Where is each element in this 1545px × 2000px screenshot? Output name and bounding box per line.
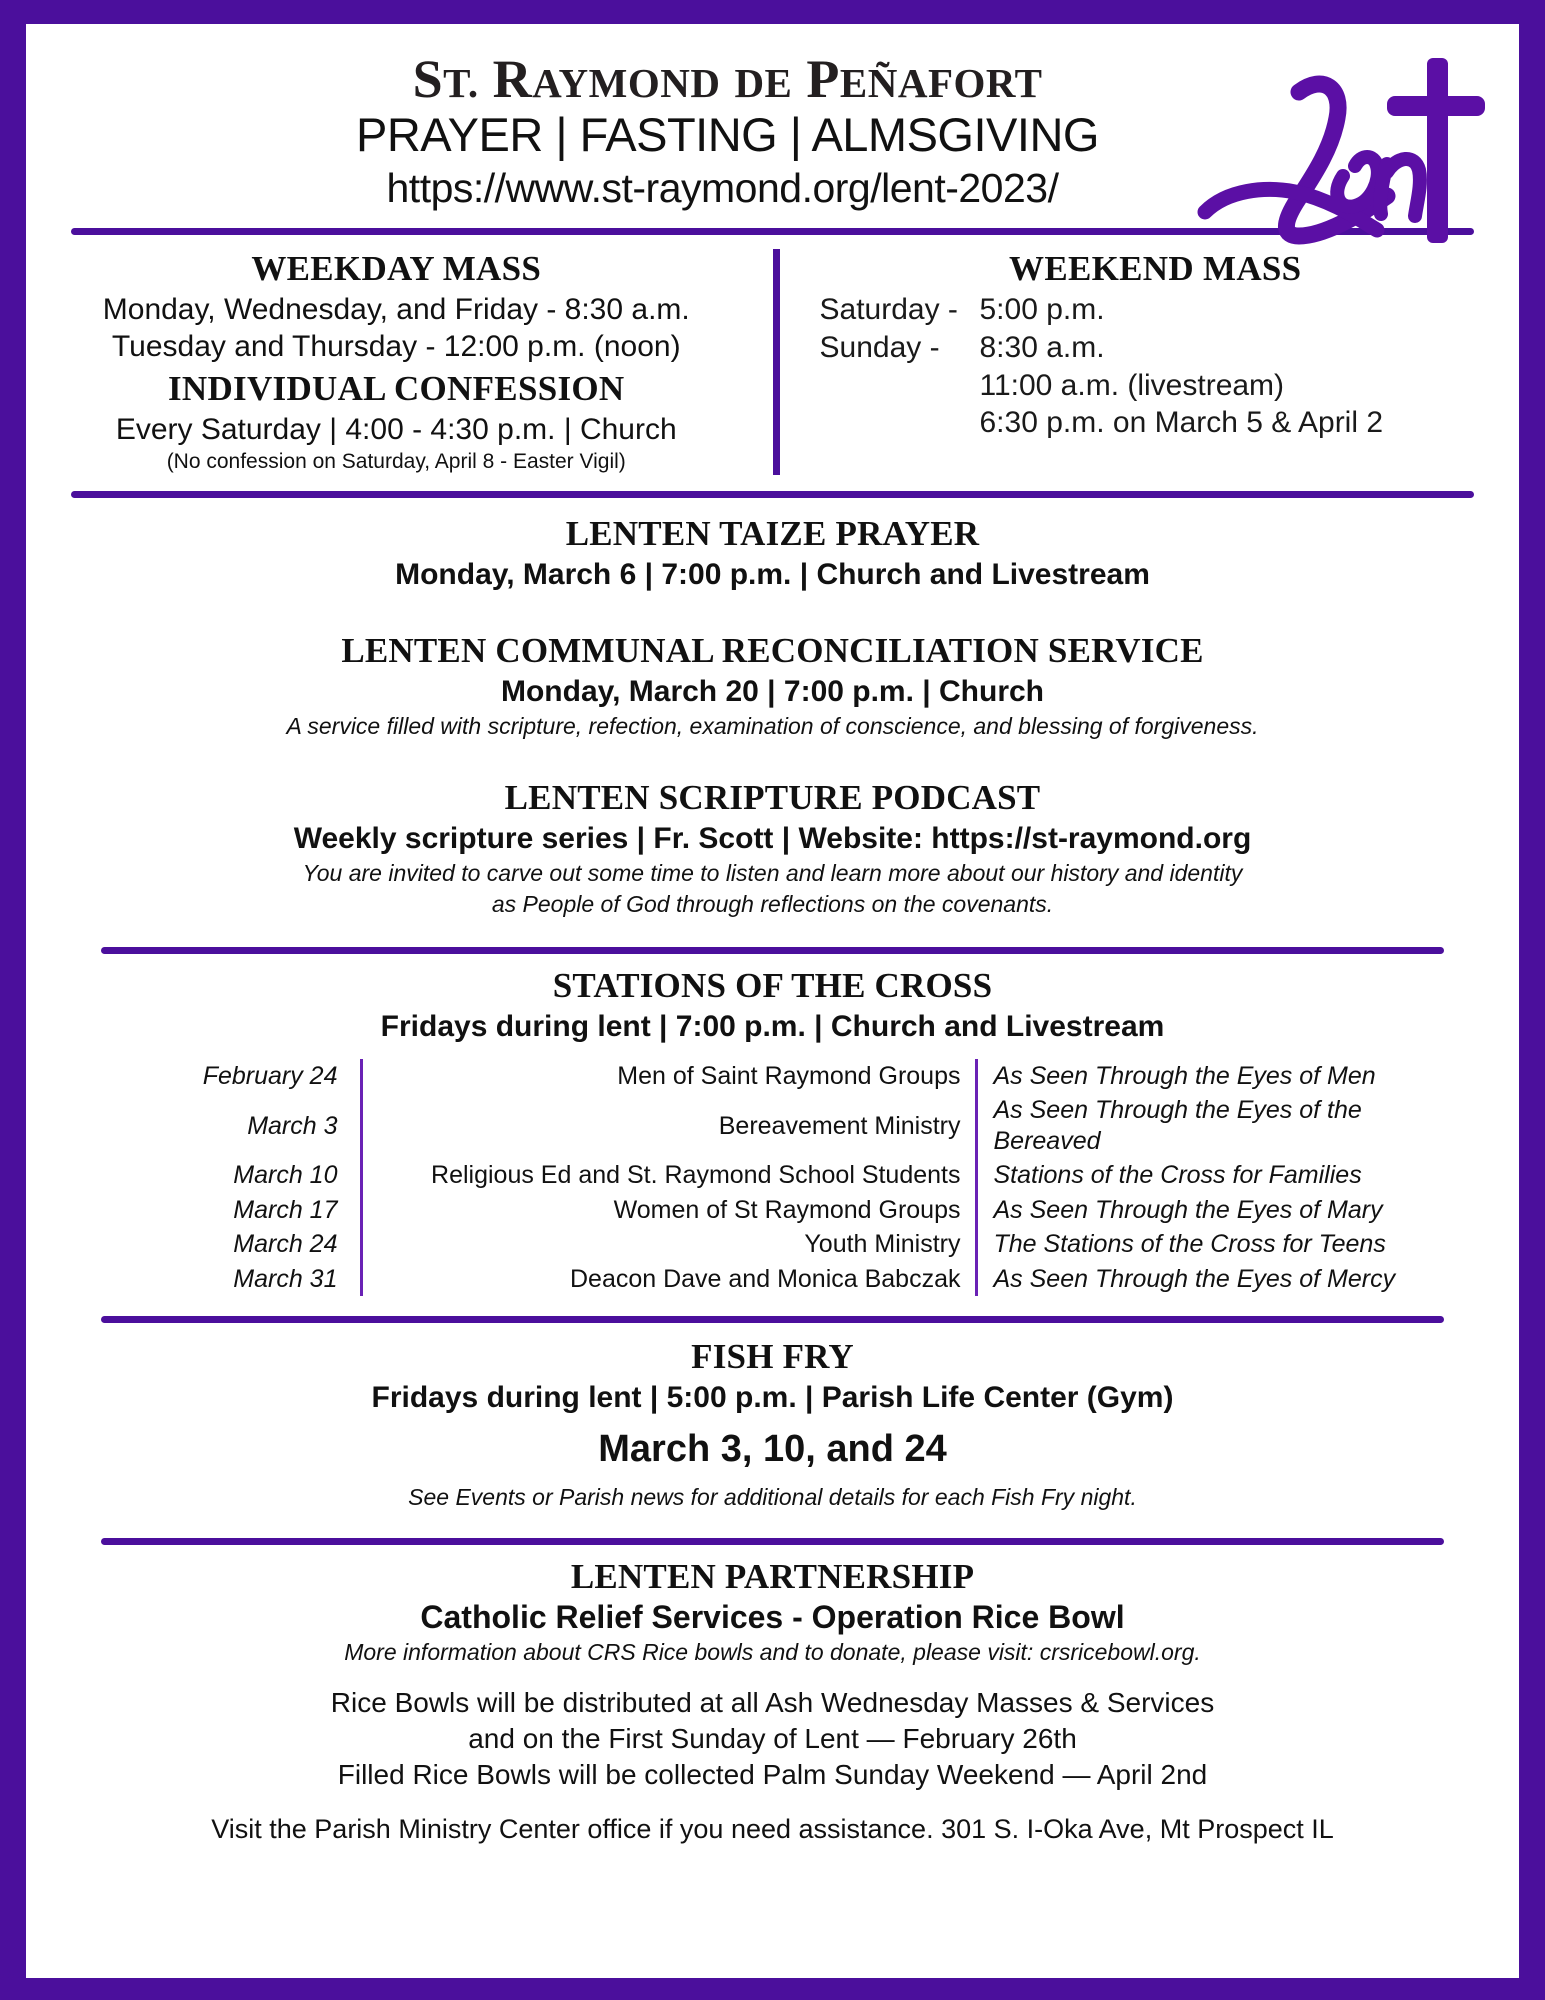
weekend-mass-heading: WEEKEND MASS — [1009, 248, 1302, 288]
stations-theme: As Seen Through the Eyes of the Bereaved — [976, 1093, 1418, 1158]
flyer-sheet — [26, 24, 1519, 1978]
stations-date: March 17 — [233, 1195, 338, 1224]
event-note: You are invited to carve out some time to listen and learn more about our history and identity — [302, 860, 1243, 887]
stations-group: Deacon Dave and Monica Babczak — [361, 1262, 976, 1297]
partnership-line: Filled Rice Bowls will be collected Palm Sunday Weekend — April 2nd — [337, 1758, 1208, 1790]
stations-group: Youth Ministry — [361, 1227, 976, 1262]
divider-fishfry — [101, 1538, 1445, 1545]
weekend-mass-row — [820, 291, 1510, 329]
confession-note: (No confession on Saturday, April 8 - Easter Vigil) — [166, 450, 626, 474]
stations-subtitle: Fridays during lent | 7:00 p.m. | Church and Livestream — [380, 1009, 1165, 1043]
spacer — [66, 593, 1479, 631]
weekend-mass-column — [773, 249, 1510, 475]
weekend-mass-time: 6:30 p.m. on March 5 & April 2 — [979, 406, 1384, 440]
partnership-footer: Visit the Parish Ministry Center office if you need assistance. 301 S. I-Oka Ave, Mt Prospect IL — [211, 1814, 1334, 1845]
fish-fry-title: FISH FRY — [691, 1337, 854, 1377]
table-row — [128, 1262, 1418, 1297]
divider-stations — [101, 1316, 1445, 1323]
stations-theme: As Seen Through the Eyes of Mary — [976, 1193, 1418, 1228]
weekday-mass-heading: WEEKDAY MASS — [251, 248, 542, 288]
table-row — [128, 1227, 1418, 1262]
stations-group: Religious Ed and St. Raymond School Students — [361, 1158, 976, 1193]
event-title: LENTEN COMMUNAL RECONCILIATION SERVICE — [341, 630, 1204, 670]
partnership-line: and on the First Sunday of Lent — February 26th — [468, 1722, 1077, 1754]
partnership-subtitle: Catholic Relief Services - Operation Rice Bowl — [420, 1599, 1125, 1636]
weekend-mass-time: 11:00 a.m. (livestream) — [979, 368, 1285, 402]
stations-date: March 10 — [233, 1161, 338, 1190]
event-podcast — [66, 778, 1479, 919]
table-row — [128, 1193, 1418, 1228]
table-row — [128, 1158, 1418, 1193]
stations-title: STATIONS OF THE CROSS — [552, 965, 993, 1005]
weekend-mass-day — [820, 367, 980, 405]
weekend-mass-day — [820, 404, 980, 442]
page-title: ST. RAYMOND DE PEÑAFORT — [412, 49, 1043, 109]
header-url[interactable]: https://www.st-raymond.org/lent-2023/ — [386, 164, 1059, 211]
event-reconciliation — [66, 631, 1479, 741]
fish-fry-section — [26, 1323, 1519, 1520]
weekend-mass-row — [820, 367, 1510, 405]
event-note: as People of God through reflections on the covenants. — [491, 891, 1054, 918]
partnership-line: Rice Bowls will be distributed at all Ash Wednesday Masses & Services — [330, 1686, 1215, 1718]
fish-fry-dates: March 3, 10, and 24 — [598, 1428, 947, 1471]
weekday-mass-column — [36, 249, 773, 475]
event-subtitle: Monday, March 20 | 7:00 p.m. | Church — [500, 674, 1045, 708]
event-note: A service filled with scripture, refection, examination of conscience, and blessing of forgiveness. — [286, 712, 1259, 739]
stations-date: March 3 — [247, 1111, 338, 1140]
weekday-mass-line: Tuesday and Thursday - 12:00 p.m. (noon) — [111, 330, 681, 364]
spacer — [66, 740, 1479, 778]
mass-times-section — [26, 249, 1519, 475]
stations-table — [128, 1059, 1418, 1297]
divider-mass — [71, 491, 1474, 498]
weekend-mass-time: 5:00 p.m. — [979, 292, 1105, 326]
confession-line: Every Saturday | 4:00 - 4:30 p.m. | Church — [115, 413, 677, 447]
table-row — [128, 1093, 1418, 1158]
flyer-header — [26, 24, 1519, 218]
stations-group: Women of St Raymond Groups — [361, 1193, 976, 1228]
divider-header — [71, 228, 1474, 235]
partnership-section — [26, 1545, 1519, 1845]
stations-date: February 24 — [202, 1061, 338, 1090]
stations-group: Bereavement Ministry — [361, 1093, 976, 1158]
stations-theme: The Stations of the Cross for Teens — [976, 1227, 1418, 1262]
event-subtitle: Weekly scripture series | Fr. Scott | Website: https://st-raymond.org — [293, 822, 1252, 856]
table-row — [128, 1059, 1418, 1094]
event-taize — [66, 514, 1479, 593]
weekend-mass-day: Saturday - — [819, 292, 958, 326]
weekday-mass-line: Monday, Wednesday, and Friday - 8:30 a.m. — [102, 292, 690, 326]
tagline: PRAYER | FASTING | ALMSGIVING — [356, 108, 1099, 162]
weekend-mass-time: 8:30 a.m. — [979, 330, 1105, 364]
partnership-note: More information about CRS Rice bowls and to donate, please visit: crsricebowl.org. — [344, 1639, 1201, 1666]
stations-theme: As Seen Through the Eyes of Men — [976, 1059, 1418, 1094]
stations-date: March 31 — [233, 1264, 338, 1293]
confession-heading: INDIVIDUAL CONFESSION — [167, 369, 625, 409]
partnership-details — [26, 1685, 1519, 1792]
stations-theme: As Seen Through the Eyes of Mercy — [976, 1262, 1418, 1297]
weekend-mass-row — [820, 329, 1510, 367]
lenten-events-section — [26, 498, 1519, 925]
fish-fry-note: See Events or Parish news for additional details for each Fish Fry night. — [408, 1484, 1137, 1511]
partnership-title: LENTEN PARTNERSHIP — [570, 1557, 975, 1597]
stations-group: Men of Saint Raymond Groups — [361, 1059, 976, 1094]
stations-date: March 24 — [233, 1230, 338, 1259]
weekend-mass-row — [820, 404, 1510, 442]
divider-events — [101, 947, 1445, 954]
event-subtitle: Monday, March 6 | 7:00 p.m. | Church and Livestream — [395, 557, 1150, 591]
stations-theme: Stations of the Cross for Families — [976, 1158, 1418, 1193]
weekend-mass-day: Sunday - — [819, 330, 940, 364]
event-title: LENTEN TAIZE PRAYER — [565, 513, 980, 553]
fish-fry-subtitle: Fridays during lent | 5:00 p.m. | Parish Life Center (Gym) — [371, 1381, 1174, 1415]
event-title: LENTEN SCRIPTURE PODCAST — [504, 778, 1041, 818]
stations-section — [26, 954, 1519, 1299]
